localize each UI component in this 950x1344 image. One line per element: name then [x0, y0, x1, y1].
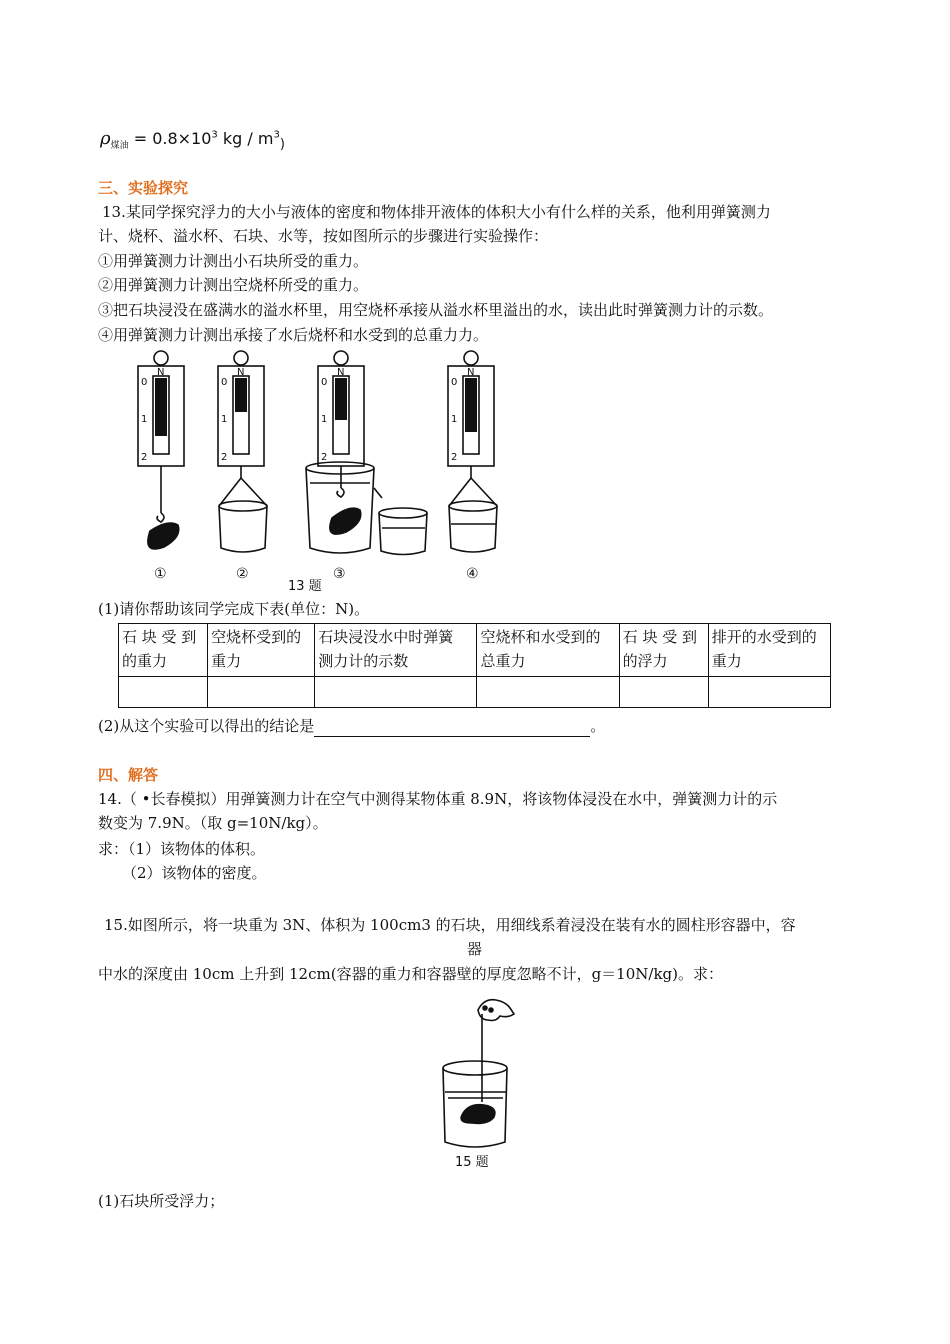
scale2-tick-1: 1	[221, 414, 228, 425]
scale3-tick-2: 2	[321, 452, 328, 463]
fig15-caption: 15 题	[455, 1155, 489, 1170]
scale1-tick-1: 1	[141, 414, 148, 425]
table-header-cell: 石 块 受 到 的浮力	[619, 624, 708, 677]
rho-subscript: 煤油	[110, 141, 129, 152]
density-formula	[100, 128, 285, 152]
table-header-cell: 石块浸没水中时弹簧 测力计的示数	[315, 624, 477, 677]
answer-blank[interactable]	[314, 720, 590, 737]
rho-symbol: ρ	[100, 128, 111, 149]
scale4-tick-1: 1	[451, 414, 458, 425]
fig13-label-1: ①	[154, 566, 167, 582]
scale3-tick-1: 1	[321, 414, 328, 425]
q13-sub1: (1)请你帮助该同学完成下表(单位：N)。	[98, 600, 370, 618]
scale3-unit: N	[337, 367, 345, 378]
answer-cell[interactable]	[315, 677, 477, 708]
table-header-cell: 空烧杯和水受到的 总重力	[477, 624, 619, 677]
q14-ask1: 求：（1）该物体的体积。	[98, 840, 266, 858]
q14-line1: 14.（ •长春模拟）用弹簧测力计在空气中测得某物体重 8.9N，将该物体浸没在水中，弹簧测力计的示	[98, 790, 778, 808]
answer-cell[interactable]	[708, 677, 830, 708]
q15-line2: 中水的深度由 10cm 上升到 12cm(容器的重力和容器壁的厚度忽略不计，g＝10N/kg)。求：	[98, 965, 723, 983]
fig13-label-3: ③	[333, 566, 346, 582]
fig13-caption: 13 题	[288, 579, 322, 593]
table-header-cell: 石 块 受 到 的重力	[119, 624, 208, 677]
scale2-tick-2: 2	[221, 452, 228, 463]
q15-sub1: (1)石块所受浮力；	[98, 1192, 225, 1210]
q13-line1: 13.某同学探究浮力的大小与液体的密度和物体排开液体的体积大小有什么样的关系，他利用弹簧测力	[102, 203, 771, 221]
scale4-tick-2: 2	[451, 452, 458, 463]
q15-wrap: 器	[467, 940, 483, 958]
scale3-tick-0: 0	[321, 377, 328, 388]
table-answer-row	[119, 677, 831, 708]
q13-step1: ①用弹簧测力计测出小石块所受的重力。	[98, 252, 369, 270]
scale1-tick-2: 2	[141, 452, 148, 463]
q13-sub2-prefix: (2)从这个实验可以得出的结论是	[98, 717, 315, 735]
fig13-label-4: ④	[466, 566, 479, 582]
section4-heading: 四、解答	[98, 766, 159, 784]
q13-sub2	[98, 715, 605, 737]
formula-unit-exponent: 3	[273, 129, 280, 141]
q13-step3: ③把石块浸没在盛满水的溢水杯里，用空烧杯承接从溢水杯里溢出的水，读出此时弹簧测力计的示数。	[98, 301, 774, 319]
table-header-cell: 空烧杯受到的 重力	[208, 624, 315, 677]
scale1-unit: N	[157, 367, 165, 378]
answer-cell[interactable]	[477, 677, 619, 708]
answer-cell[interactable]	[619, 677, 708, 708]
scale2-tick-0: 0	[221, 377, 228, 388]
q13-line2: 计、烧杯、溢水杯、石块、水等，按如图所示的步骤进行实验操作：	[98, 227, 549, 245]
q13-step2: ②用弹簧测力计测出空烧杯所受的重力。	[98, 276, 369, 294]
q15-line1: 15.如图所示，将一块重为 3N、体积为 100cm3 的石块，用细线系着浸没在装有水的圆柱形容器中，容	[104, 916, 796, 934]
section3-heading: 三、实验探究	[98, 179, 189, 197]
scale2-unit: N	[237, 367, 245, 378]
results-table	[118, 623, 831, 708]
formula-exponent: 3	[211, 129, 218, 141]
table-header-cell: 排开的水受到的 重力	[708, 624, 830, 677]
q13-sub2-suffix: 。	[590, 717, 606, 735]
answer-cell[interactable]	[208, 677, 315, 708]
scale4-tick-0: 0	[451, 377, 458, 388]
scale4-unit: N	[467, 367, 475, 378]
fig13-label-2: ②	[236, 566, 249, 582]
formula-value: = 0.8×10	[133, 129, 212, 148]
figure-13	[120, 348, 520, 593]
q14-ask2: （2）该物体的密度。	[122, 864, 267, 882]
q13-step4: ④用弹簧测力计测出承接了水后烧杯和水受到的总重力力。	[98, 326, 489, 344]
scale1-tick-0: 0	[141, 377, 148, 388]
q14-line2: 数变为 7.9N。（取 g=10N/kg）。	[98, 814, 328, 832]
figure-15	[430, 990, 530, 1170]
answer-cell[interactable]	[119, 677, 208, 708]
formula-unit: kg / m	[222, 129, 274, 148]
table-header-row	[119, 624, 831, 677]
formula-paren: )	[279, 137, 285, 152]
